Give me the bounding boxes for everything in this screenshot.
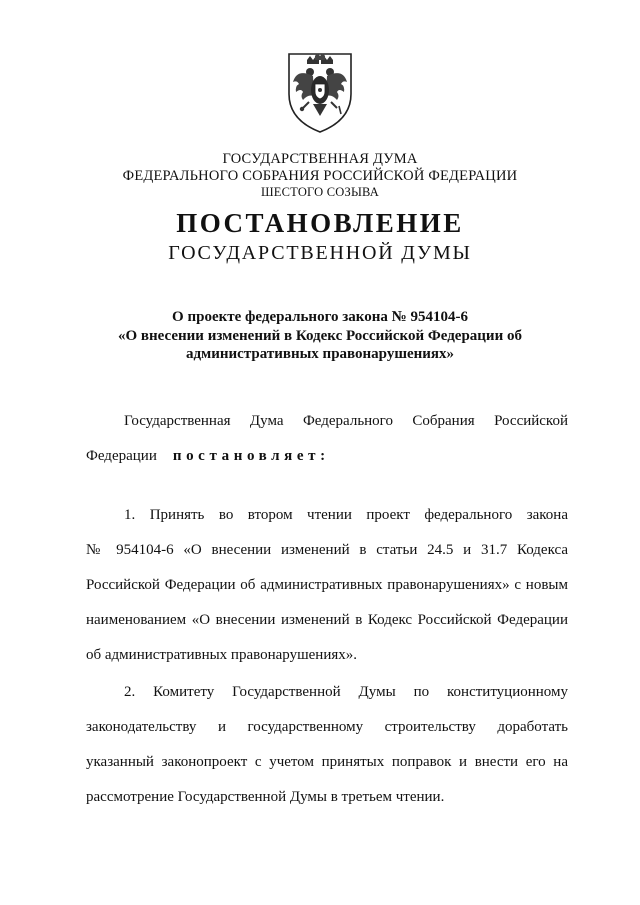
- subject-line3: административных правонарушениях»: [185, 346, 455, 362]
- document-type-title: ПОСТАНОВЛЕНИЕ: [176, 208, 464, 238]
- item1-line: об административных правонарушениях».: [86, 647, 357, 663]
- item2-line: 2. Комитету Государственной Думы по конституционному: [124, 684, 568, 700]
- item2-line: указанный законопроект с учетом принятых поправок и внести его на: [86, 754, 568, 770]
- decree-word: постановляет:: [172, 448, 330, 464]
- preamble-line2: [86, 439, 568, 474]
- item-2-paragraph: [86, 675, 568, 815]
- preamble-line1: Государственная Дума Федерального Собрания Российской: [124, 413, 568, 429]
- item2-line: рассмотрение Государственной Думы в третьем чтении.: [86, 789, 445, 805]
- preamble-paragraph: [86, 404, 568, 474]
- item1-line: Российской Федерации об административных правонарушениях» с новым: [86, 577, 568, 593]
- item-1-paragraph: [86, 498, 568, 673]
- item1-line: 1. Принять во втором чтении проект федерального закона: [124, 507, 568, 523]
- item2-line: законодательству и государственному строительству доработать: [86, 719, 568, 735]
- org-name-line1: ГОСУДАРСТВЕННАЯ ДУМА: [222, 151, 418, 167]
- preamble-federation-word: Федерации: [86, 448, 157, 464]
- org-name-line2: ФЕДЕРАЛЬНОГО СОБРАНИЯ РОССИЙСКОЙ ФЕДЕРАЦИИ: [122, 168, 518, 184]
- document-subject: [0, 308, 640, 364]
- document-issuer-subtitle: ГОСУДАРСТВЕННОЙ ДУМЫ: [168, 242, 472, 264]
- item1-line: наименованием «О внесении изменений в Кодекс Российской Федерации: [86, 612, 568, 628]
- state-emblem-icon: [283, 50, 357, 136]
- subject-line1: О проекте федерального закона № 954104-6: [172, 309, 468, 325]
- item1-line: № 954104-6 «О внесении изменений в статьи 24.5 и 31.7 Кодекса: [86, 542, 568, 558]
- subject-line2: «О внесении изменений в Кодекс Российской Федерации об: [118, 327, 522, 344]
- convocation-line: ШЕСТОГО СОЗЫВА: [260, 185, 380, 199]
